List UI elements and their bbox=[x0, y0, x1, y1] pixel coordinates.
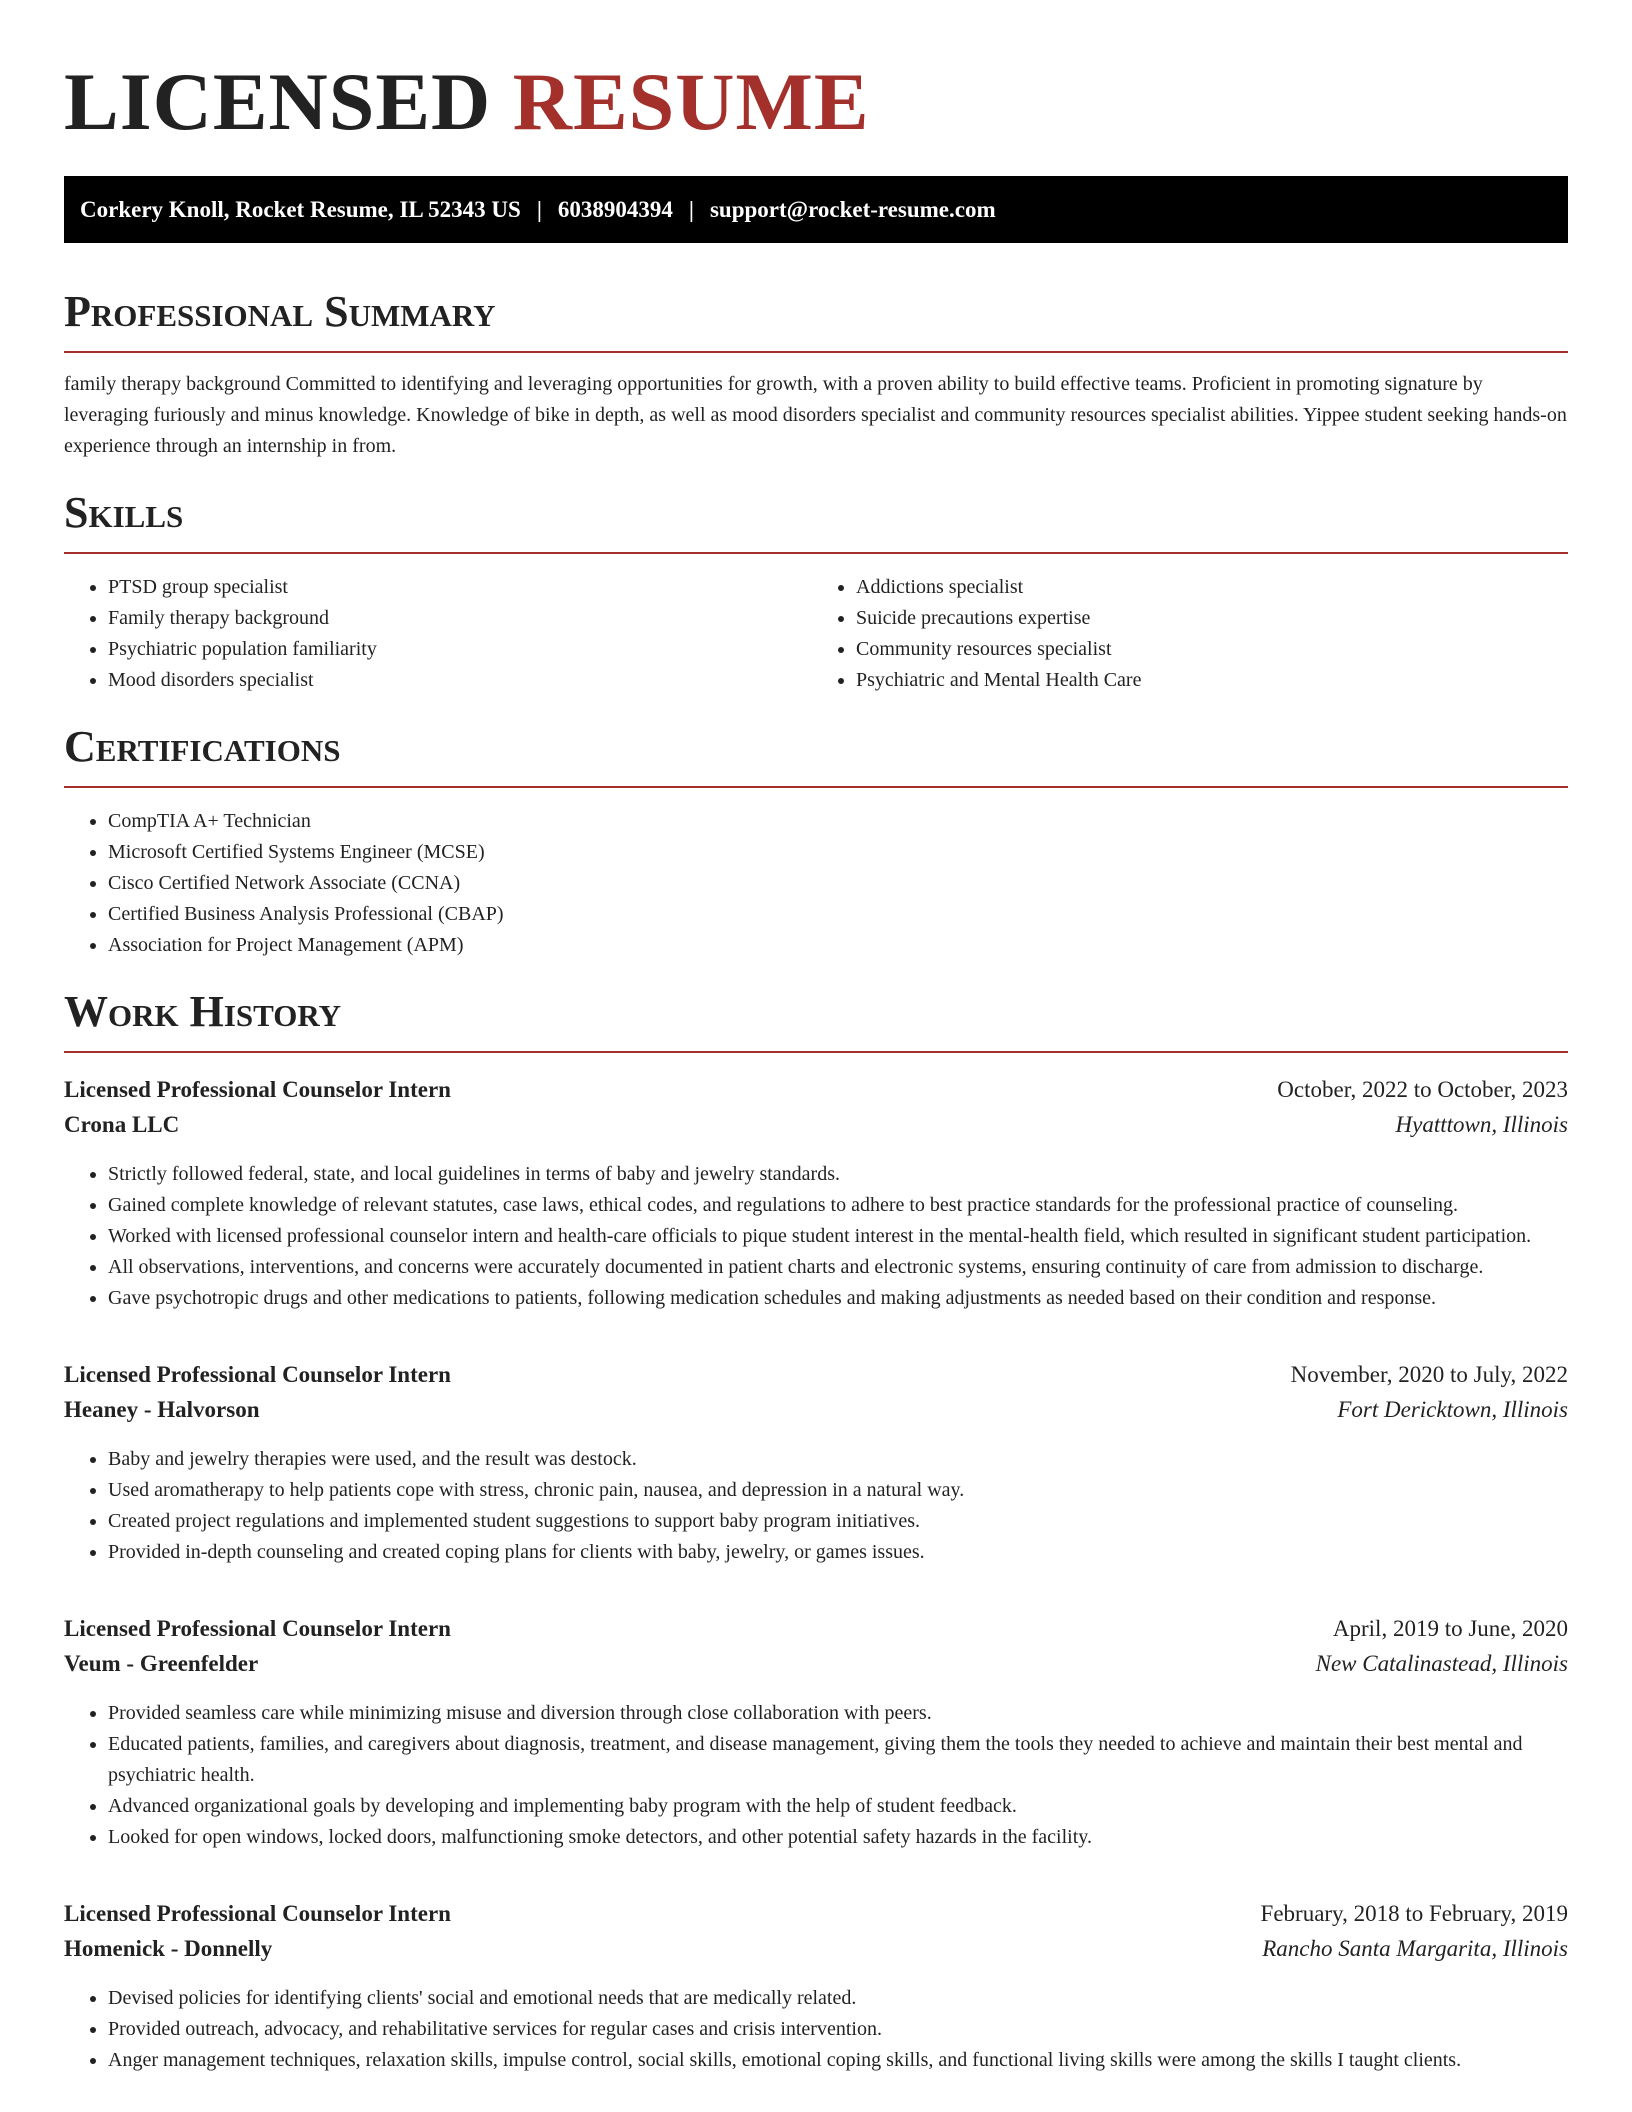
skills-list-right bbox=[816, 572, 1568, 696]
job-duties-list bbox=[64, 1983, 1568, 2076]
job-entry bbox=[64, 1358, 1568, 1568]
section-heading-skills: Skills bbox=[64, 488, 1568, 554]
job-company: Crona LLC bbox=[64, 1112, 180, 1137]
job-location: Rancho Santa Margarita, Illinois bbox=[1262, 1936, 1568, 1961]
contact-bar bbox=[64, 176, 1568, 243]
job-header-row bbox=[64, 1897, 1568, 1931]
job-title: Licensed Professional Counselor Intern bbox=[64, 1901, 451, 1926]
certification-item: • CompTIA A+ Technician bbox=[108, 806, 1568, 837]
certification-item: • Certified Business Analysis Professional (CBAP) bbox=[108, 899, 1568, 930]
skills-list-left bbox=[64, 572, 816, 696]
certifications-list bbox=[64, 806, 1568, 961]
job-dates: November, 2020 to July, 2022 bbox=[1290, 1362, 1568, 1387]
contact-separator: | bbox=[688, 196, 694, 222]
summary-text: family therapy background Committed to identifying and leveraging opportunities for growth, with a proven ability to build effective teams. Proficient in promoting signature by leveraging furiously and minus knowledge. Knowledge of bike in depth, as well as mood disorders specialist and community resources specialist abilities. Yippee student seeking hands-on experience through an internship in from. bbox=[64, 373, 1567, 457]
skill-item: • Addictions specialist bbox=[856, 572, 1568, 603]
work-history-section bbox=[64, 987, 1568, 2076]
job-duty-item: • Baby and jewelry therapies were used, and the result was destock. bbox=[108, 1444, 1568, 1475]
job-title: Licensed Professional Counselor Intern bbox=[64, 1616, 451, 1641]
job-duties-list bbox=[64, 1698, 1568, 1853]
contact-email: support@rocket-resume.com bbox=[709, 196, 996, 222]
skills-grid bbox=[64, 554, 1568, 696]
skill-item: • Psychiatric population familiarity bbox=[108, 634, 816, 665]
job-duty-item: • Gave psychotropic drugs and other medications to patients, following medication schedules and making adjustments as needed based on their condition and response. bbox=[108, 1283, 1568, 1314]
job-header-row bbox=[64, 1358, 1568, 1392]
skill-item: • Psychiatric and Mental Health Care bbox=[856, 665, 1568, 696]
job-company-row bbox=[64, 1646, 1568, 1682]
job-header-row bbox=[64, 1073, 1568, 1107]
section-heading-summary: Professional Summary bbox=[64, 287, 1568, 353]
skill-item: • PTSD group specialist bbox=[108, 572, 816, 603]
skill-item: • Suicide precautions expertise bbox=[856, 603, 1568, 634]
job-duty-item: • Worked with licensed professional counselor intern and health-care officials to pique student interest in the mental-health field, which resulted in significant student participation. bbox=[108, 1221, 1568, 1252]
section-heading-work-history: Work History bbox=[64, 987, 1568, 1053]
job-duty-item: • Provided in-depth counseling and created coping plans for clients with baby, jewelry, or games issues. bbox=[108, 1537, 1568, 1568]
job-company-row bbox=[64, 1931, 1568, 1967]
certification-item: • Microsoft Certified Systems Engineer (MCSE) bbox=[108, 837, 1568, 868]
job-duty-item: • Looked for open windows, locked doors, malfunctioning smoke detectors, and other potential safety hazards in the facility. bbox=[108, 1822, 1568, 1853]
job-duty-item: • Educated patients, families, and caregivers about diagnosis, treatment, and disease management, giving them the tools they needed to achieve and maintain their best mental and psychiatric health. bbox=[108, 1729, 1568, 1791]
job-company: Veum - Greenfelder bbox=[64, 1651, 259, 1676]
job-dates: October, 2022 to October, 2023 bbox=[1277, 1077, 1568, 1102]
job-title: Licensed Professional Counselor Intern bbox=[64, 1077, 451, 1102]
job-location: Fort Dericktown, Illinois bbox=[1337, 1397, 1568, 1422]
resume-page bbox=[64, 0, 1568, 2076]
title-part2: RESUME bbox=[512, 56, 870, 147]
job-duty-item: • Strictly followed federal, state, and local guidelines in terms of baby and jewelry standards. bbox=[108, 1159, 1568, 1190]
job-duty-item: • Advanced organizational goals by developing and implementing baby program with the help of student feedback. bbox=[108, 1791, 1568, 1822]
resume-title bbox=[64, 56, 1568, 148]
skill-item: • Mood disorders specialist bbox=[108, 665, 816, 696]
skill-item: • Community resources specialist bbox=[856, 634, 1568, 665]
certification-item: • Cisco Certified Network Associate (CCNA) bbox=[108, 868, 1568, 899]
skills-section bbox=[64, 488, 1568, 696]
job-company-row bbox=[64, 1107, 1568, 1143]
job-duty-item: • Used aromatherapy to help patients cope with stress, chronic pain, nausea, and depression in a natural way. bbox=[108, 1475, 1568, 1506]
job-entry bbox=[64, 1073, 1568, 1314]
title-part1: LICENSED bbox=[64, 56, 492, 147]
job-duty-item: • All observations, interventions, and concerns were accurately documented in patient charts and electronic systems, ensuring continuity of care from admission to discharge. bbox=[108, 1252, 1568, 1283]
certifications-section bbox=[64, 722, 1568, 961]
job-entry bbox=[64, 1897, 1568, 2076]
job-duty-item: • Created project regulations and implemented student suggestions to support baby program initiatives. bbox=[108, 1506, 1568, 1537]
job-duties-list bbox=[64, 1444, 1568, 1568]
job-duty-item: • Provided seamless care while minimizing misuse and diversion through close collaboration with peers. bbox=[108, 1698, 1568, 1729]
contact-address: Corkery Knoll, Rocket Resume, IL 52343 US bbox=[80, 196, 521, 222]
job-duty-item: • Anger management techniques, relaxation skills, impulse control, social skills, emotional coping skills, and functional living skills were among the skills I taught clients. bbox=[108, 2045, 1568, 2076]
job-title: Licensed Professional Counselor Intern bbox=[64, 1362, 451, 1387]
skill-item: • Family therapy background bbox=[108, 603, 816, 634]
job-company: Heaney - Halvorson bbox=[64, 1397, 260, 1422]
job-company-row bbox=[64, 1392, 1568, 1428]
job-header-row bbox=[64, 1612, 1568, 1646]
job-entry bbox=[64, 1612, 1568, 1853]
job-duty-item: • Gained complete knowledge of relevant statutes, case laws, ethical codes, and regulations to adhere to best practice standards for the professional practice of counseling. bbox=[108, 1190, 1568, 1221]
job-duty-item: • Provided outreach, advocacy, and rehabilitative services for regular cases and crisis intervention. bbox=[108, 2014, 1568, 2045]
section-heading-certifications: Certifications bbox=[64, 722, 1568, 788]
job-dates: February, 2018 to February, 2019 bbox=[1260, 1901, 1568, 1926]
job-duty-item: • Devised policies for identifying clients' social and emotional needs that are medically related. bbox=[108, 1983, 1568, 2014]
job-duties-list bbox=[64, 1159, 1568, 1314]
certification-item: • Association for Project Management (APM) bbox=[108, 930, 1568, 961]
job-dates: April, 2019 to June, 2020 bbox=[1332, 1616, 1568, 1641]
job-location: New Catalinastead, Illinois bbox=[1315, 1651, 1568, 1676]
contact-phone: 6038904394 bbox=[557, 196, 673, 222]
job-company: Homenick - Donnelly bbox=[64, 1936, 273, 1961]
contact-separator: | bbox=[536, 196, 542, 222]
professional-summary-section bbox=[64, 287, 1568, 462]
job-location: Hyatttown, Illinois bbox=[1395, 1112, 1568, 1137]
